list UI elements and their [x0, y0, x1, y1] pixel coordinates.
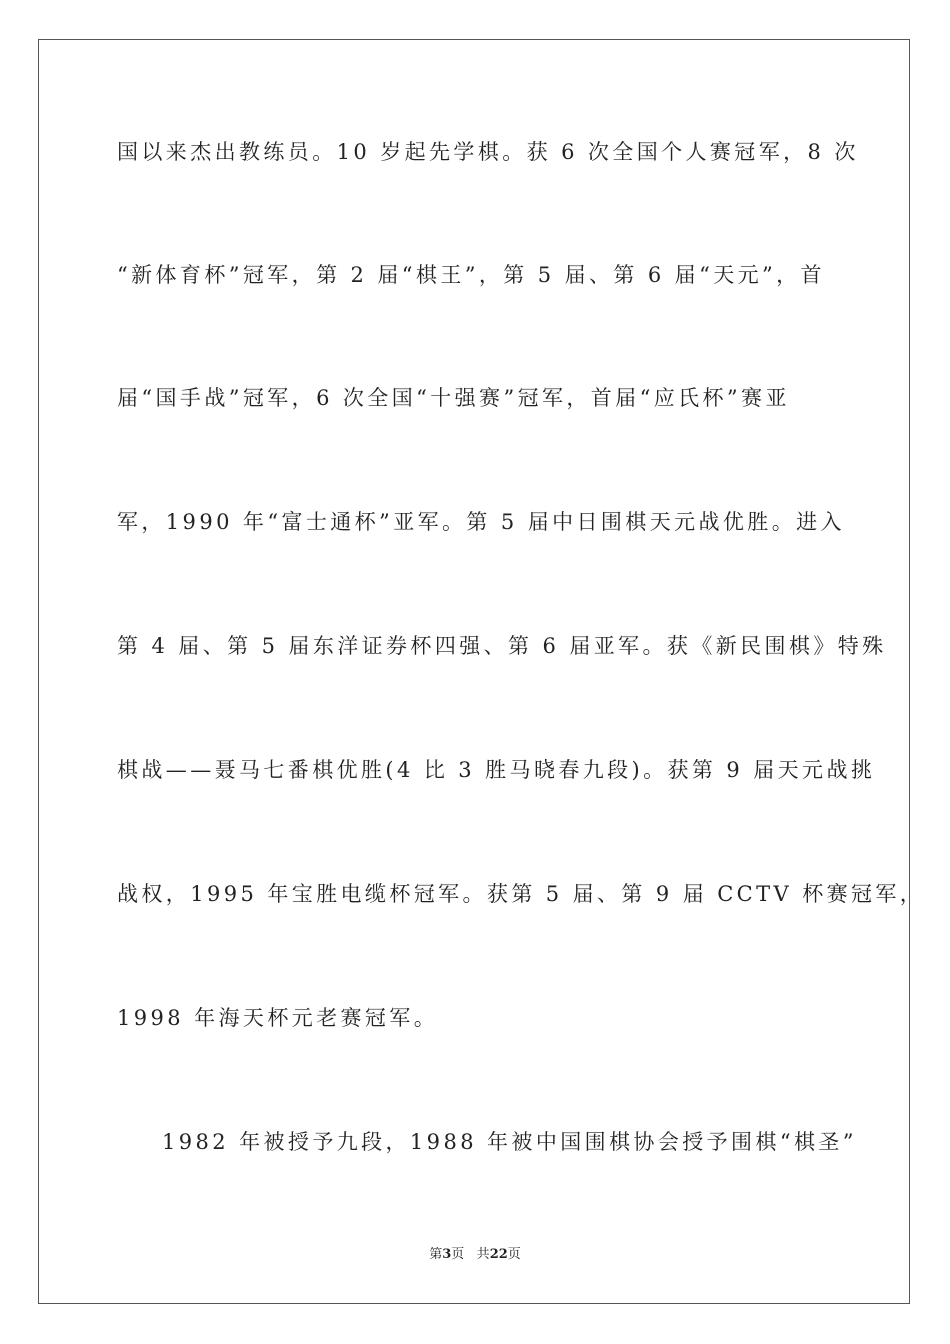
current-page-number: 3 [442, 1247, 452, 1262]
body-text-line: 军，1990 年“富士通杯”亚军。第 5 届中日围棋天元战优胜。进入 [117, 510, 845, 534]
total-pages-number: 22 [489, 1247, 508, 1262]
page-footer [0, 1246, 950, 1264]
body-text-line-indented: 1982 年被授予九段，1988 年被中国围棋协会授予围棋“棋圣” [162, 1130, 857, 1154]
body-text-line: “新体育杯”冠军，第 2 届“棋王”，第 5 届、第 6 届“天元”，首 [117, 263, 825, 287]
footer-total-prefix: 共 [476, 1247, 490, 1262]
footer-page-suffix: 页 [451, 1247, 465, 1262]
page-border [38, 39, 910, 1304]
footer-total-suffix: 页 [507, 1247, 521, 1262]
body-text-line: 1998 年海天杯元老赛冠军。 [117, 1006, 439, 1030]
body-text-line: 棋战——聂马七番棋优胜(4 比 3 胜马晓春九段)。获第 9 届天元战挑 [117, 758, 876, 782]
body-text-line: 战权，1995 年宝胜电缆杯冠军。获第 5 届、第 9 届 CCTV 杯赛冠军， [117, 882, 925, 906]
body-text-line: 国以来杰出教练员。10 岁起先学棋。获 6 次全国个人赛冠军，8 次 [117, 140, 859, 164]
body-text-line: 第 4 届、第 5 届东洋证券杯四强、第 6 届亚军。获《新民围棋》特殊 [117, 634, 887, 658]
body-text-line: 届“国手战”冠军，6 次全国“十强赛”冠军，首届“应氏杯”赛亚 [117, 386, 790, 410]
footer-prefix: 第 [429, 1247, 443, 1262]
